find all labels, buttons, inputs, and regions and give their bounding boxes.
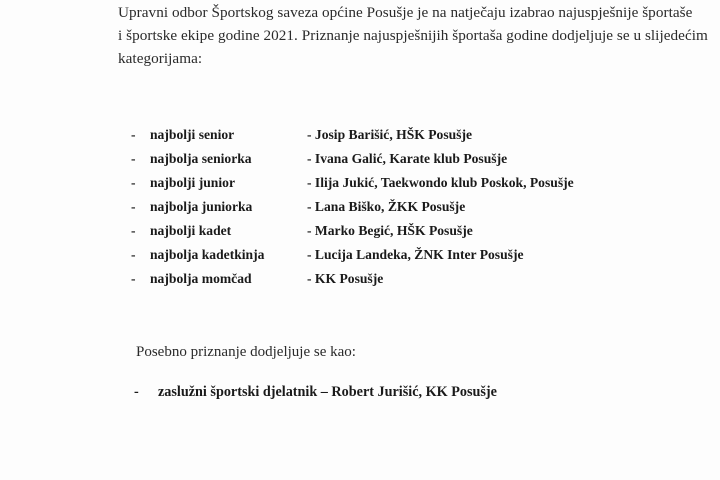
award-category: najbolja momčad bbox=[150, 271, 252, 286]
award-category: najbolji senior bbox=[150, 127, 235, 142]
award-winner: - Josip Barišić, HŠK Posušje bbox=[307, 127, 473, 142]
intro-line: i športske ekipe godine 2021. Priznanje najuspješnijih športaša godine dodjeljuje se u slijedećim bbox=[118, 27, 708, 44]
award-category: najbolji junior bbox=[150, 175, 235, 190]
intro-line: Upravni odbor Športskog saveza općine Posušje je na natječaju izabrao najuspješnije športaše bbox=[118, 4, 693, 21]
bullet-dash: - bbox=[131, 175, 136, 190]
special-recognition-text: zaslužni športski djelatnik – Robert Jurišić, KK Posušje bbox=[158, 384, 497, 400]
award-winner: - Ilija Jukić, Taekwondo klub Poskok, Posušje bbox=[307, 175, 574, 190]
award-category: najbolja kadetkinja bbox=[150, 247, 265, 262]
bullet-dash: - bbox=[131, 223, 136, 238]
bullet-dash: - bbox=[131, 151, 136, 166]
award-item bbox=[0, 196, 720, 218]
award-winner: - Lucija Landeka, ŽNK Inter Posušje bbox=[307, 247, 524, 262]
award-winner: - Ivana Galić, Karate klub Posušje bbox=[307, 151, 508, 166]
award-item bbox=[0, 124, 720, 146]
intro-line: kategorijama: bbox=[118, 50, 203, 67]
award-category: najbolji kadet bbox=[150, 223, 232, 238]
award-item bbox=[0, 220, 720, 242]
award-category: najbolja seniorka bbox=[150, 151, 252, 166]
bullet-dash: - bbox=[131, 247, 136, 262]
award-category: najbolja juniorka bbox=[150, 199, 253, 214]
award-winner: - KK Posušje bbox=[307, 271, 384, 286]
award-item bbox=[0, 148, 720, 170]
intro-paragraph bbox=[118, 1, 708, 70]
bullet-dash: - bbox=[134, 384, 139, 400]
award-winner: - Lana Biško, ŽKK Posušje bbox=[307, 199, 466, 214]
award-winner: - Marko Begić, HŠK Posušje bbox=[307, 223, 473, 238]
bullet-dash: - bbox=[131, 271, 136, 286]
award-item bbox=[0, 268, 720, 290]
bullet-dash: - bbox=[131, 127, 136, 142]
special-recognition-intro: Posebno priznanje dodjeljuje se kao: bbox=[136, 344, 356, 360]
award-item bbox=[0, 172, 720, 194]
award-item bbox=[0, 244, 720, 266]
special-recognition-item bbox=[0, 381, 720, 403]
bullet-dash: - bbox=[131, 199, 136, 214]
